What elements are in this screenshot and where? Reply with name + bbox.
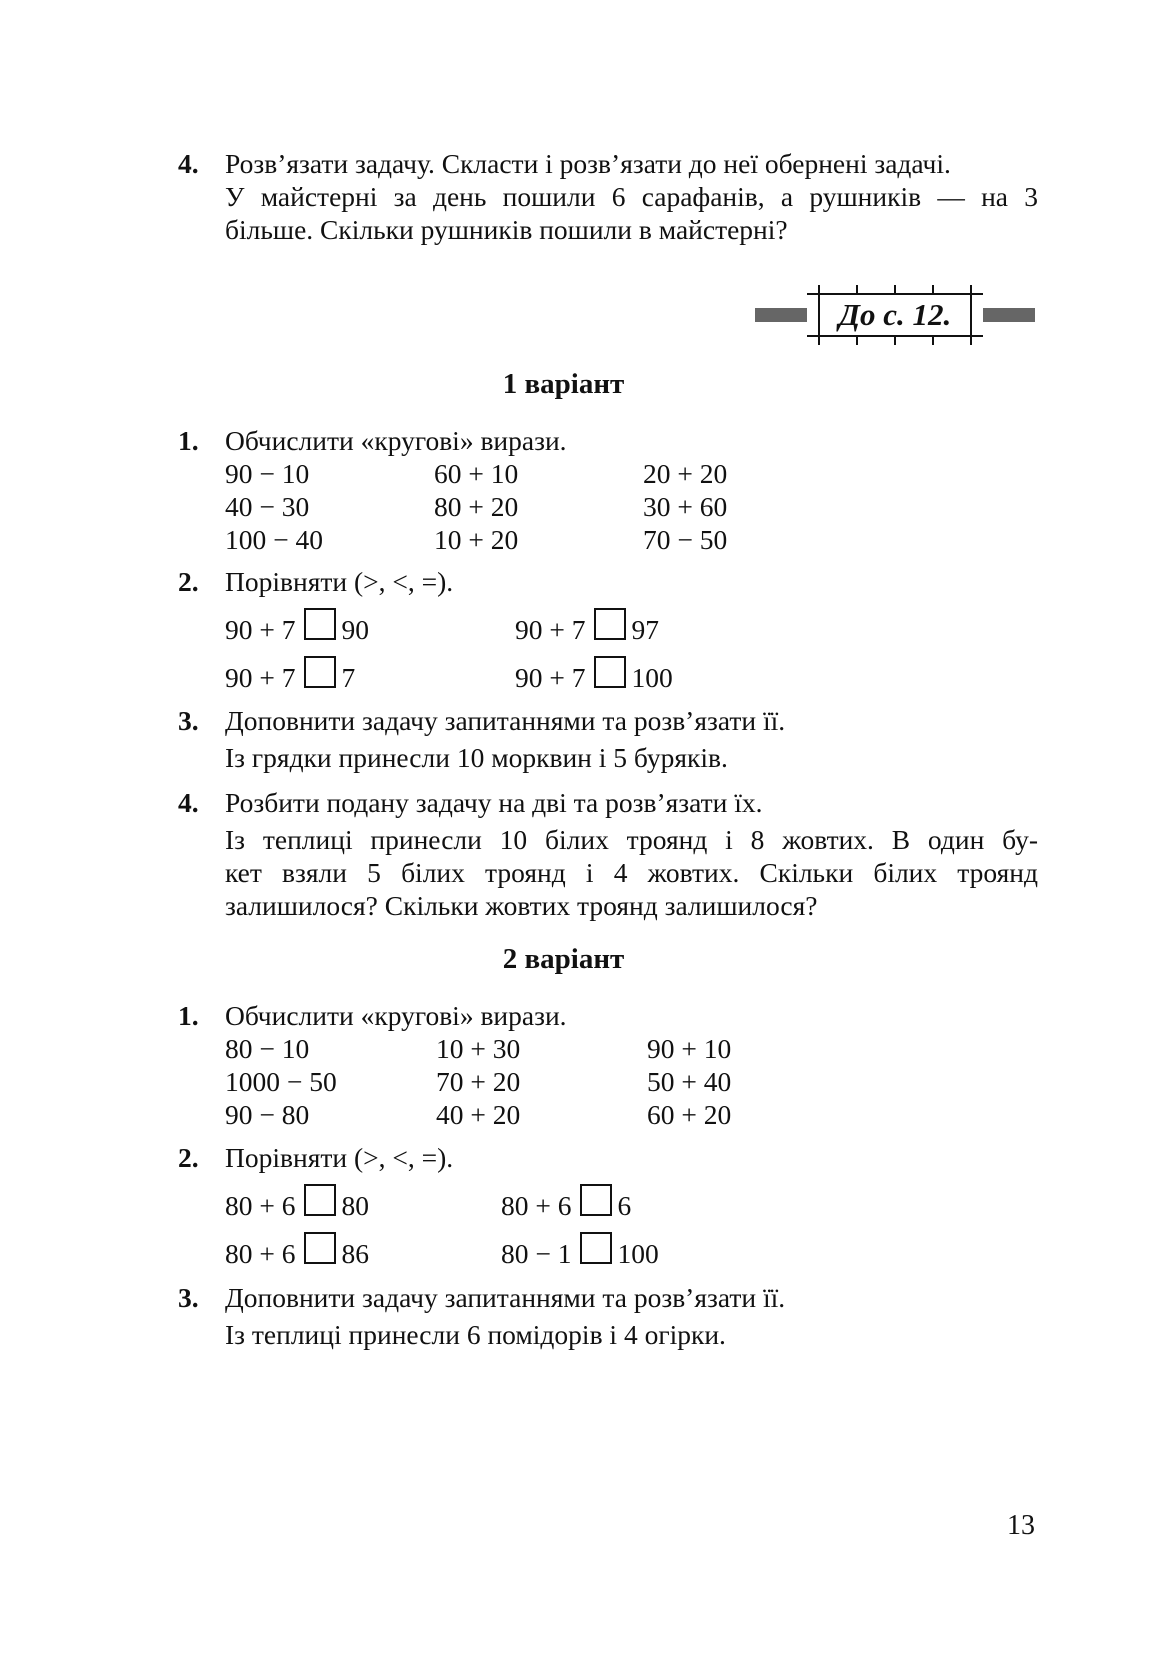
task-text: Із теплиці принесли 6 помідорів і 4 огірки. — [225, 1319, 726, 1350]
expression: 20 + 20 — [643, 458, 728, 489]
v2-task-1 — [178, 999, 1038, 1131]
comparison-right: 97 — [631, 613, 660, 645]
v2-task-3 — [178, 1281, 1038, 1351]
expression: 60 + 10 — [434, 458, 519, 489]
task-number: 3. — [178, 705, 199, 736]
comparison-right: 90 — [341, 613, 370, 645]
variant-2-heading — [0, 943, 1165, 976]
answer-box[interactable] — [594, 608, 626, 640]
task-text-line: У майстерні за день пошили 6 сарафанів, а рушників — на 3 — [225, 181, 1038, 212]
task-number: 3. — [178, 1282, 199, 1313]
task-prompt: Обчислити «кругові» вирази. — [225, 425, 567, 456]
expression: 80 + 20 — [434, 491, 519, 522]
task-prompt: Доповнити задачу запитаннями та розв’язати її. — [225, 1282, 786, 1313]
comparison-left: 90 + 7 — [225, 613, 296, 645]
heading-text: 2 варіант — [502, 943, 625, 975]
answer-box[interactable] — [580, 1184, 612, 1216]
expression: 70 − 50 — [643, 524, 728, 555]
expression: 90 + 10 — [647, 1033, 732, 1064]
expression: 70 + 20 — [436, 1066, 521, 1097]
v1-task-4 — [178, 786, 1038, 922]
comparison-item — [515, 660, 815, 694]
answer-box[interactable] — [580, 1232, 612, 1264]
comparison-left: 80 + 6 — [225, 1237, 296, 1269]
task-prompt: Порівняти (>, <, =). — [225, 566, 454, 597]
comparison-right: 80 — [341, 1189, 370, 1221]
expression: 10 + 30 — [436, 1033, 521, 1064]
comparison-item — [515, 612, 815, 646]
comparison-item — [225, 1236, 501, 1270]
task-number: 4. — [178, 148, 199, 179]
expression: 30 + 60 — [643, 491, 728, 522]
page-number: 13 — [1007, 1510, 1035, 1541]
banner-box — [807, 285, 983, 345]
task-text-line: залишилося? Скільки жовтих троянд залишилося? — [225, 890, 818, 921]
expression: 40 − 30 — [225, 491, 310, 522]
comparison-right: 7 — [341, 661, 356, 693]
task-text-line: Розв’язати задачу. Скласти і розв’язати до неї обернені задачі. — [225, 148, 951, 179]
task-text-line: більше. Скільки рушників пошили в майстерні? — [225, 214, 788, 245]
comparison-item — [225, 660, 515, 694]
comparison-right: 6 — [617, 1189, 632, 1221]
answer-box[interactable] — [304, 608, 336, 640]
answer-box[interactable] — [304, 656, 336, 688]
comparison-left: 90 + 7 — [225, 661, 296, 693]
variant-1-heading — [0, 368, 1165, 401]
comparison-left: 80 + 6 — [225, 1189, 296, 1221]
v1-task-3 — [178, 704, 1038, 774]
comparison-left: 80 − 1 — [501, 1237, 572, 1269]
comparison-grid — [225, 1188, 1038, 1270]
answer-box[interactable] — [304, 1184, 336, 1216]
expression: 80 − 10 — [225, 1033, 310, 1064]
task-prompt: Обчислити «кругові» вирази. — [225, 1000, 567, 1031]
comparison-right: 86 — [341, 1237, 370, 1269]
comparison-item — [225, 1188, 501, 1222]
expression-grid — [225, 457, 1038, 556]
answer-box[interactable] — [594, 656, 626, 688]
v1-task-1 — [178, 424, 1038, 556]
task-text-line: Із теплиці принесли 10 білих троянд і 8 жовтих. В один бу- — [225, 824, 1038, 855]
comparison-item — [501, 1188, 801, 1222]
task-number: 2. — [178, 1142, 199, 1173]
task-4-top — [178, 147, 1038, 246]
expression: 1000 − 50 — [225, 1066, 337, 1097]
expression: 10 + 20 — [434, 524, 519, 555]
task-prompt: Розбити подану задачу на дві та розв’язати їх. — [225, 787, 763, 818]
expression: 60 + 20 — [647, 1099, 732, 1130]
task-text: Із грядки принесли 10 морквин і 5 буряків. — [225, 742, 728, 773]
task-prompt: Порівняти (>, <, =). — [225, 1142, 454, 1173]
banner-bar-left — [755, 308, 807, 322]
expression: 50 + 40 — [647, 1066, 732, 1097]
task-text-line: кет взяли 5 білих троянд і 4 жовтих. Скільки білих троянд — [225, 857, 1038, 888]
expression: 100 − 40 — [225, 524, 324, 555]
answer-box[interactable] — [304, 1232, 336, 1264]
comparison-item — [225, 612, 515, 646]
comparison-right: 100 — [617, 1237, 659, 1269]
task-number: 1. — [178, 425, 199, 456]
expression: 90 − 10 — [225, 458, 310, 489]
heading-text: 1 варіант — [502, 368, 625, 400]
comparison-item — [501, 1236, 801, 1270]
task-number: 1. — [178, 1000, 199, 1031]
banner-label: До с. 12. — [838, 297, 952, 332]
comparison-left: 90 + 7 — [515, 613, 586, 645]
comparison-right: 100 — [631, 661, 673, 693]
expression: 90 − 80 — [225, 1099, 310, 1130]
v2-task-2 — [178, 1141, 1038, 1270]
expression-grid — [225, 1032, 1038, 1131]
comparison-grid — [225, 612, 1038, 694]
comparison-left: 80 + 6 — [501, 1189, 572, 1221]
banner-bar-right — [983, 308, 1035, 322]
section-banner — [755, 285, 1035, 345]
task-number: 2. — [178, 566, 199, 597]
task-number: 4. — [178, 787, 199, 818]
comparison-left: 90 + 7 — [515, 661, 586, 693]
v1-task-2 — [178, 565, 1038, 694]
expression: 40 + 20 — [436, 1099, 521, 1130]
task-prompt: Доповнити задачу запитаннями та розв’язати її. — [225, 705, 786, 736]
